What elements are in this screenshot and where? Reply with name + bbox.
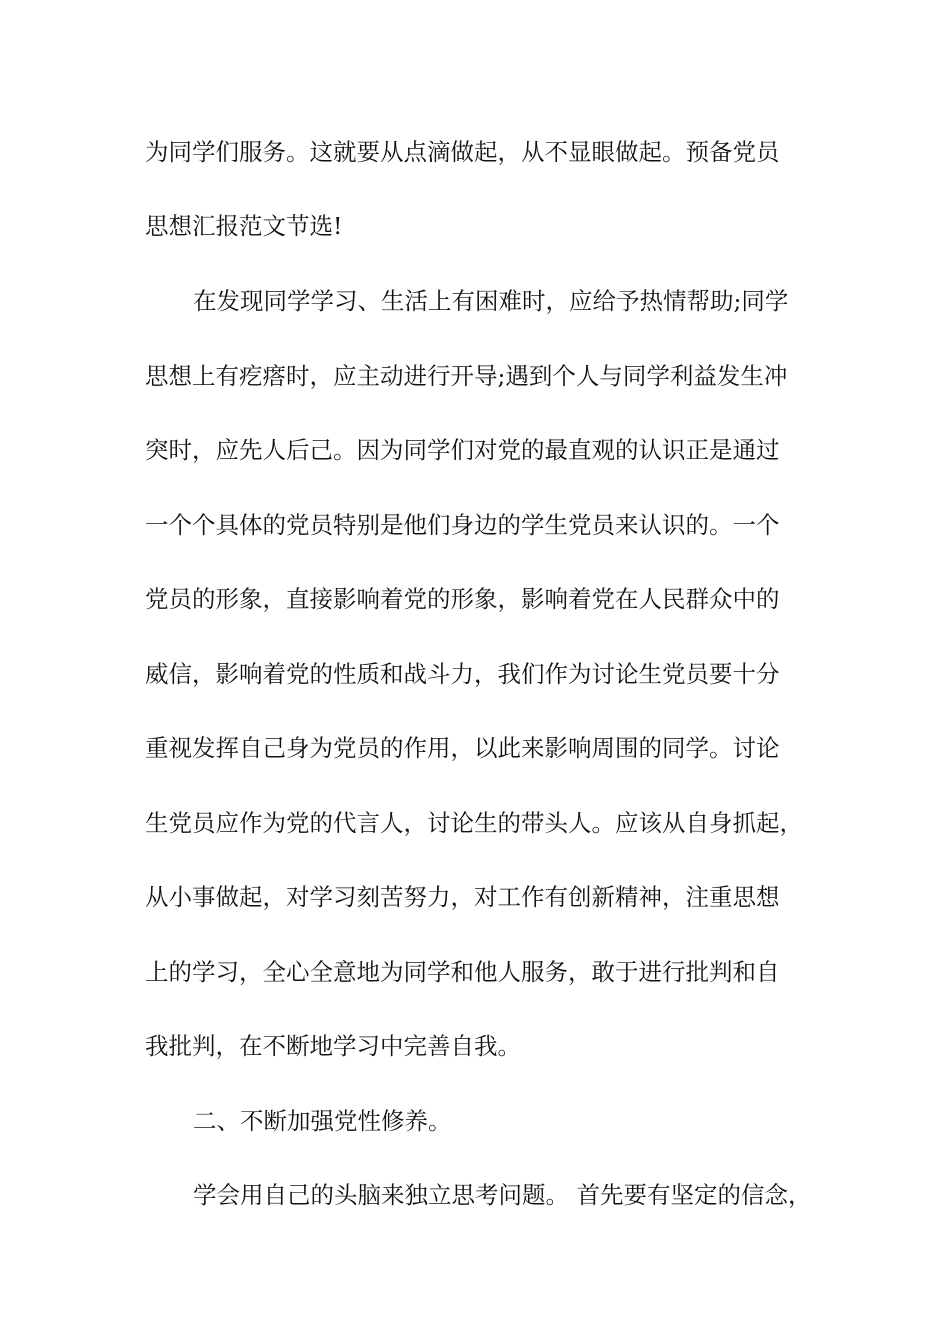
text-line: 突时，应先人后己。因为同学们对党的最直观的认识正是通过 bbox=[145, 436, 780, 464]
text-line: 思想上有疙瘩时，应主动进行开导;遇到个人与同学利益发生冲 bbox=[145, 362, 788, 390]
text-line: 上的学习，全心全意地为同学和他人服务，敢于进行批判和自 bbox=[145, 958, 780, 986]
text-line: 我批判，在不断地学习中完善自我。 bbox=[145, 1032, 521, 1060]
text-line: 重视发挥自己身为党员的作用，以此来影响周围的同学。讨论 bbox=[145, 734, 780, 762]
text-line: 生党员应作为党的代言人，讨论生的带头人。应该从自身抓起， bbox=[145, 809, 803, 837]
text-line: 威信，影响着党的性质和战斗力，我们作为讨论生党员要十分 bbox=[145, 660, 780, 688]
text-line: 思想汇报范文节选! bbox=[145, 212, 343, 240]
text-line: 从小事做起，对学习刻苦努力，对工作有创新精神，注重思想 bbox=[145, 883, 780, 911]
paragraph-start-line: 学会用自己的头脑来独立思考问题。 首先要有坚定的信念， bbox=[193, 1181, 812, 1209]
paragraph-start-line: 在发现同学学习、生活上有困难时，应给予热情帮助;同学 bbox=[193, 287, 789, 315]
section-heading: 二、不断加强党性修养。 bbox=[193, 1107, 452, 1135]
text-line: 党员的形象，直接影响着党的形象，影响着党在人民群众中的 bbox=[145, 585, 780, 613]
text-line: 一个个具体的党员特别是他们身边的学生党员来认识的。一个 bbox=[145, 511, 780, 539]
text-line: 为同学们服务。这就要从点滴做起，从不显眼做起。预备党员 bbox=[145, 138, 780, 166]
